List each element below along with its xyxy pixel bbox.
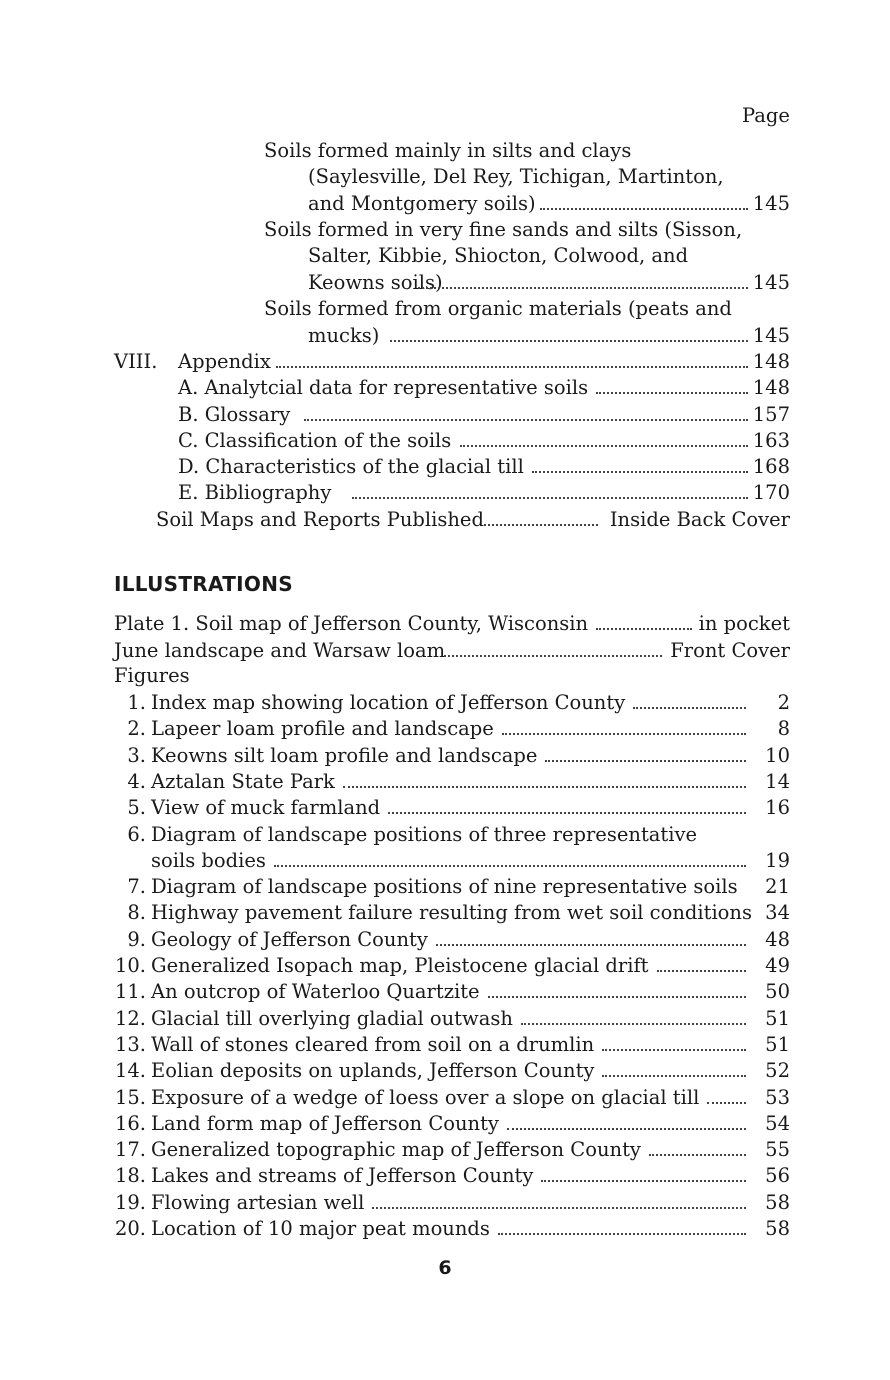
figure-number: 14.: [114, 1059, 146, 1083]
figure-page: 58: [765, 1190, 790, 1214]
illustration-label: June landscape and Warsaw loam: [114, 639, 446, 662]
figure-entry[interactable]: [0, 822, 890, 875]
leader-dots: [484, 524, 598, 526]
figure-label: Exposure of a wedge of loess over a slope on glacial till: [151, 1085, 700, 1109]
figure-page: 58: [765, 1217, 790, 1240]
figure-label: Eolian deposits on uplands, Jefferson County: [151, 1059, 595, 1083]
toc-entry-page: 145: [752, 271, 790, 294]
leader-dots: [343, 786, 746, 788]
illustration-entry[interactable]: [114, 611, 790, 637]
figure-label: An outcrop of Waterloo Quartzite: [151, 980, 480, 1004]
toc-entry[interactable]: [308, 191, 790, 217]
figure-label: Lakes and streams of Jefferson County: [151, 1164, 534, 1188]
figure-entry[interactable]: [0, 1058, 890, 1084]
figure-number: 4.: [127, 769, 146, 793]
figure-entry[interactable]: [0, 1006, 890, 1032]
leader-dots: [596, 392, 748, 394]
figure-page: 53: [765, 1085, 790, 1109]
figure-number: 20.: [114, 1217, 146, 1240]
figure-label: Location of 10 major peat mounds: [151, 1217, 490, 1240]
figure-page: 49: [765, 954, 790, 977]
toc-entry-page: 145: [752, 324, 790, 347]
toc-subentry[interactable]: [178, 402, 790, 428]
page-number: 6: [438, 1257, 452, 1279]
leader-dots: [602, 1075, 746, 1077]
toc-entry-label: and Montgomery soils): [308, 192, 536, 215]
illustration-label: Plate 1. Soil map of Jefferson County, Wisconsin: [114, 612, 589, 635]
toc-subentry-page: 163: [752, 429, 790, 452]
toc-subentry-label: A. Analytcial data for representative soils: [178, 376, 589, 399]
figure-label: Flowing artesian well: [151, 1190, 365, 1214]
figure-entry[interactable]: [0, 953, 890, 979]
figure-label: Generalized Isopach map, Pleistocene glacial drift: [151, 954, 649, 977]
figure-number: 9.: [127, 927, 146, 951]
toc-entry-line: Soils formed mainly in silts and clays: [264, 139, 632, 162]
leader-dots: [521, 1023, 746, 1025]
toc-entry[interactable]: [308, 323, 790, 349]
figure-entry[interactable]: [0, 900, 890, 926]
leader-dots: [507, 1128, 746, 1130]
leader-dots: [388, 812, 746, 814]
figure-number: 19.: [114, 1190, 146, 1214]
figure-label: Glacial till overlying gladial outwash: [151, 1006, 513, 1030]
leader-dots: [274, 865, 746, 867]
leader-dots: [633, 707, 746, 709]
figure-entry[interactable]: [0, 743, 890, 769]
figure-number: 11.: [114, 980, 146, 1004]
figure-entry[interactable]: [0, 690, 890, 716]
figure-label: Generalized topographic map of Jefferson County: [151, 1138, 641, 1162]
figure-label: Keowns silt loam profile and landscape: [151, 743, 538, 767]
leader-dots: [602, 1049, 746, 1051]
toc-entry-line: (Saylesville, Del Rey, Tichigan, Martinton,: [308, 165, 724, 188]
toc-subentry-page: 170: [752, 481, 790, 504]
figure-page: 56: [765, 1164, 790, 1188]
leader-dots: [390, 340, 748, 342]
figure-label: Lapeer loam profile and landscape: [151, 717, 494, 741]
figure-number: 5.: [127, 796, 146, 820]
toc-entry-line: Soils formed from organic materials (peats and: [264, 297, 732, 320]
figure-entry[interactable]: [0, 769, 890, 795]
toc-entry-page: Inside Back Cover: [609, 508, 790, 531]
figure-label: Diagram of landscape positions of nine representative soils: [151, 875, 738, 899]
figure-number: 16.: [114, 1111, 146, 1135]
leader-dots: [436, 944, 746, 946]
toc-subentry[interactable]: [178, 375, 790, 401]
toc-entry[interactable]: [156, 507, 790, 533]
section-heading: ILLUSTRATIONS: [114, 572, 293, 596]
figure-entry[interactable]: [0, 1216, 890, 1242]
figure-entry[interactable]: [0, 1190, 890, 1216]
figure-number: 1.: [127, 691, 146, 714]
toc-subentry-label: C. Classification of the soils: [178, 429, 452, 452]
toc-section[interactable]: [114, 349, 790, 375]
figure-entry[interactable]: [0, 979, 890, 1005]
figure-number: 12.: [114, 1006, 146, 1030]
figures-subheading: Figures: [114, 664, 190, 687]
figure-entry[interactable]: [0, 1085, 890, 1111]
illustration-page: Front Cover: [670, 639, 790, 662]
leader-dots: [304, 419, 748, 421]
leader-dots: [541, 1180, 746, 1182]
figure-label-continued: soils bodies: [151, 848, 266, 872]
figure-page: 55: [765, 1138, 790, 1162]
figure-number: 18.: [114, 1164, 146, 1188]
figure-page: 34: [765, 901, 790, 925]
leader-dots: [276, 366, 748, 368]
leader-dots: [596, 628, 692, 630]
figure-entry[interactable]: [0, 1163, 890, 1189]
toc-subentry-page: 148: [752, 376, 790, 399]
figure-label: Geology of Jefferson County: [151, 927, 428, 951]
leader-dots: [502, 733, 746, 735]
figure-number: 6.: [127, 822, 146, 846]
toc-subentry-label: E. Bibliography: [178, 481, 332, 504]
toc-entry-line: Soils formed in very fine sands and silts (Sisson,: [264, 218, 743, 241]
figure-page: 51: [765, 1032, 790, 1056]
figure-number: 15.: [114, 1085, 146, 1109]
figure-page: 21: [765, 875, 790, 899]
figure-label: Land form map of Jefferson County: [151, 1111, 499, 1135]
figure-entry[interactable]: [0, 874, 890, 900]
leader-dots: [372, 1207, 746, 1209]
toc-section-page: 148: [752, 350, 790, 373]
figure-page: 54: [765, 1111, 790, 1135]
toc-subentry-label: D. Characteristics of the glacial till: [178, 455, 524, 478]
toc-subentry[interactable]: [178, 428, 790, 454]
figure-page: 52: [765, 1059, 790, 1083]
figure-entry[interactable]: [0, 1032, 890, 1058]
toc-entry-label: Soil Maps and Reports Published: [156, 508, 484, 531]
figure-page: 50: [765, 980, 790, 1004]
illustration-page: in pocket: [698, 612, 790, 635]
figure-entry[interactable]: [0, 795, 890, 821]
figure-entry[interactable]: [0, 1137, 890, 1163]
figure-page: 14: [765, 769, 790, 793]
figure-label: Diagram of landscape positions of three representative: [151, 822, 698, 846]
figure-page: 51: [765, 1006, 790, 1030]
figure-page: 16: [765, 796, 790, 820]
toc-section-label: Appendix: [178, 350, 271, 373]
toc-entry-page: 145: [752, 192, 790, 215]
leader-dots: [707, 1102, 746, 1104]
figure-page: 19: [765, 848, 790, 872]
toc-subentry-label: B. Glossary: [178, 403, 291, 426]
illustration-entry[interactable]: [114, 638, 790, 664]
leader-dots: [649, 1154, 746, 1156]
toc-entry[interactable]: [308, 270, 790, 296]
figure-number: 13.: [114, 1032, 146, 1056]
toc-entry-label: mucks): [308, 324, 380, 347]
figure-label: Highway pavement failure resulting from wet soil conditions: [151, 901, 752, 925]
figure-label: Wall of stones cleared from soil on a drumlin: [151, 1032, 595, 1056]
toc-subentry-page: 168: [752, 455, 790, 478]
figure-page: 2: [777, 691, 790, 714]
figure-number: 8.: [127, 901, 146, 925]
figure-page: 8: [777, 717, 790, 741]
figure-number: 17.: [114, 1138, 146, 1162]
leader-dots: [545, 760, 746, 762]
leader-dots: [657, 970, 747, 972]
toc-subentry[interactable]: [178, 454, 790, 480]
figure-page: 10: [765, 743, 790, 767]
figure-label: View of muck farmland: [151, 796, 381, 820]
leader-dots: [532, 471, 748, 473]
leader-dots: [488, 996, 746, 998]
figure-number: 7.: [127, 875, 146, 899]
figure-number: 3.: [127, 743, 146, 767]
leader-dots: [418, 287, 748, 289]
leader-dots: [540, 208, 748, 210]
leader-dots: [352, 497, 748, 499]
figure-label: Index map showing location of Jefferson County: [151, 691, 626, 714]
figure-entry[interactable]: [0, 927, 890, 953]
toc-entry-line: Salter, Kibbie, Shiocton, Colwood, and: [308, 244, 689, 267]
toc-subentry-page: 157: [752, 403, 790, 426]
figure-page: 48: [765, 927, 790, 951]
figure-number: 2.: [127, 717, 146, 741]
leader-dots: [460, 445, 748, 447]
page-column-label: Page: [742, 104, 790, 127]
figure-entry[interactable]: [0, 716, 890, 742]
leader-dots: [444, 655, 662, 657]
figure-label: Aztalan State Park: [151, 769, 335, 793]
toc-entry-label: Keowns soils): [308, 271, 443, 294]
figure-entry[interactable]: [0, 1111, 890, 1137]
toc-subentry[interactable]: [178, 480, 790, 506]
figure-number: 10.: [114, 954, 146, 977]
leader-dots: [498, 1233, 746, 1235]
toc-section-number: VIII.: [114, 350, 158, 373]
